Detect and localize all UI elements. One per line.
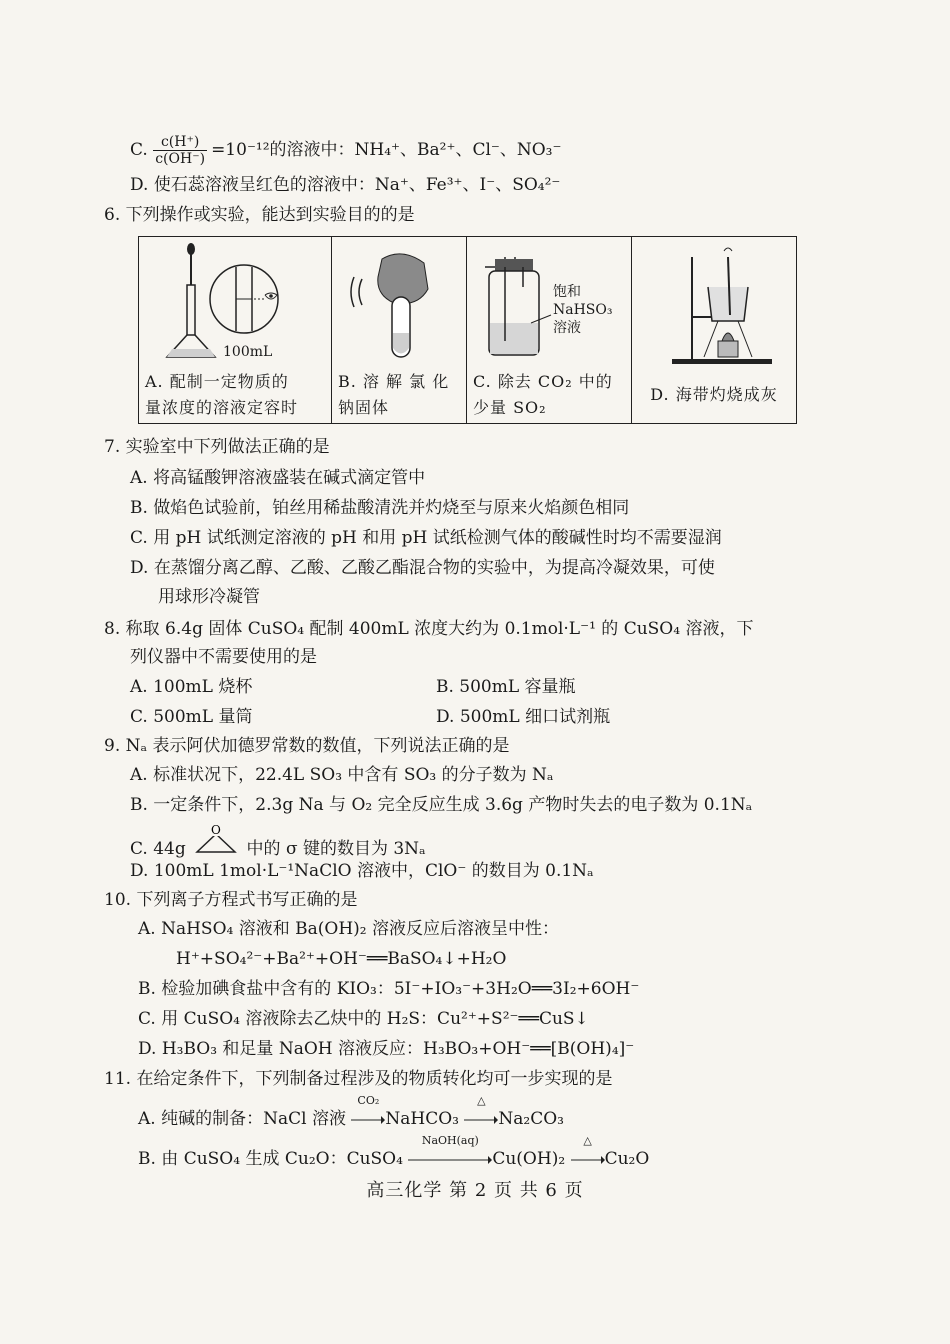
q11-b-end: Cu₂O (604, 1149, 650, 1169)
q6-option-c (467, 367, 631, 423)
q10-option-b: B. 检验加碘食盐中含有的 KIO₃：5I⁻+IO₃⁻+3H₂O══3I₂+6OH⁻ (138, 979, 640, 999)
q8-option-d: D. 500mL 细口试剂瓶 (436, 707, 611, 727)
q8-stem-line2: 列仪器中不需要使用的是 (130, 647, 317, 667)
q7-stem: 7. 实验室中下列做法正确的是 (104, 437, 330, 457)
bottle-label-line2: NaHSO₃ (553, 302, 613, 318)
q11-a-arrow1-condition: CO₂ (357, 1094, 380, 1107)
q9-option-b: B. 一定条件下，2.3g Na 与 O₂ 完全反应生成 3.6g 产物时失去的电子数为 0.1Nₐ (130, 795, 753, 815)
bottle-label-line1: 饱和 (553, 284, 581, 300)
q7-option-c: C. 用 pH 试纸测定溶液的 pH 和用 pH 试纸检测气体的酸碱性时均不需要湿润 (130, 528, 722, 548)
q10-option-c: C. 用 CuSO₄ 溶液除去乙炔中的 H₂S：Cu²⁺+S²⁻══CuS↓ (138, 1009, 589, 1029)
q6-experiment-table (138, 236, 797, 424)
q11-b-arrow1 (408, 1134, 492, 1170)
q9-c-suffix: 中的 σ 键的数目为 3Nₐ (246, 839, 426, 859)
q10-option-d: D. H₃BO₃ 和足量 NaOH 溶液反应：H₃BO₃+OH⁻══[B(OH)₄]⁻ (138, 1039, 635, 1059)
q6-option-a (139, 367, 331, 423)
q10-option-a-line1: A. NaHSO₄ 溶液和 Ba(OH)₂ 溶液反应后溶液呈中性： (138, 919, 559, 939)
q8-option-a: A. 100mL 烧杯 (130, 677, 253, 697)
volumetric-flask-figure (139, 237, 331, 367)
q11-b-mid: Cu(OH)₂ (492, 1149, 566, 1169)
reaction-arrow-icon (571, 1155, 605, 1165)
q6-option-d (632, 367, 796, 423)
ring-oxygen-label: O (211, 824, 221, 837)
q10-option-a-line2: H⁺+SO₄²⁻+Ba²⁺+OH⁻══BaSO₄↓+H₂O (176, 949, 507, 969)
bottle-label (553, 283, 613, 337)
q7-option-d-line1: D. 在蒸馏分离乙醇、乙酸、乙酸乙酯混合物的实验中，为提高冷凝效果，可使 (130, 558, 715, 578)
q11-b-arrow2-condition: △ (583, 1134, 592, 1147)
q6-option-c-line2: 少量 SO₂ (473, 398, 547, 417)
q9-option-a: A. 标准状况下，22.4L SO₃ 中含有 SO₃ 的分子数为 Nₐ (130, 765, 554, 785)
q7-option-a: A. 将高锰酸钾溶液盛装在碱式滴定管中 (130, 468, 426, 488)
epoxide-ring-icon (191, 824, 241, 858)
q5-c-prefix: C. (130, 140, 148, 160)
q11-a-arrow2 (464, 1094, 498, 1130)
q5-c-rest: =10⁻¹²的溶液中：NH₄⁺、Ba²⁺、Cl⁻、NO₃⁻ (211, 140, 562, 160)
q11-b-arrow1-condition: NaOH(aq) (421, 1134, 479, 1147)
q6-option-b-line2: 钠固体 (338, 398, 390, 417)
q5-c-fraction (153, 134, 207, 167)
q6-cell-d (632, 237, 797, 424)
reaction-arrow-icon (351, 1115, 385, 1125)
q11-stem: 11. 在给定条件下，下列制备过程涉及的物质转化均可一步实现的是 (104, 1069, 613, 1089)
q11-b-arrow2 (571, 1134, 605, 1170)
q8-option-c: C. 500mL 量筒 (130, 707, 253, 727)
bottle-label-line3: 溶液 (553, 320, 581, 336)
q5-option-d: D. 使石蕊溶液呈红色的溶液中：Na⁺、Fe³⁺、I⁻、SO₄²⁻ (130, 175, 561, 195)
q6-option-d-line1: D. 海带灼烧成灰 (650, 385, 778, 404)
q9-option-d: D. 100mL 1mol·L⁻¹NaClO 溶液中，ClO⁻ 的数目为 0.1Nₐ (130, 861, 594, 881)
q7-option-b: B. 做焰色试验前，铂丝用稀盐酸清洗并灼烧至与原来火焰颜色相同 (130, 498, 630, 518)
gas-washing-bottle-figure (467, 237, 631, 367)
q9-stem: 9. Nₐ 表示阿伏加德罗常数的数值，下列说法正确的是 (104, 736, 510, 756)
q5-c-numerator: c(H⁺) (153, 134, 207, 151)
q7-option-d-line2: 用球形冷凝管 (158, 587, 260, 607)
q6-option-c-line1: C. 除去 CO₂ 中的 (473, 372, 613, 391)
q6-option-a-line2: 量浓度的溶液定容时 (145, 398, 299, 417)
q10-stem: 10. 下列离子方程式书写正确的是 (104, 890, 358, 910)
q6-cell-a (139, 237, 332, 424)
page-footer: 高三化学 第 2 页 共 6 页 (366, 1180, 584, 1201)
q6-stem: 6. 下列操作或实验，能达到实验目的的是 (104, 205, 415, 225)
q11-a-prefix: A. 纯碱的制备：NaCl 溶液 (138, 1109, 346, 1129)
crucible-heating-figure (632, 237, 796, 367)
q11-a-arrow1 (351, 1094, 385, 1130)
q6-option-a-line1: A. 配制一定物质的 (145, 372, 289, 391)
q11-a-end: Na₂CO₃ (498, 1109, 564, 1129)
q8-option-b: B. 500mL 容量瓶 (436, 677, 576, 697)
q9-option-c (130, 824, 426, 860)
reaction-arrow-icon (464, 1115, 498, 1125)
q6-cell-b (332, 237, 467, 424)
q6-cell-c (467, 237, 632, 424)
q5-option-c (130, 134, 561, 167)
q11-b-prefix: B. 由 CuSO₄ 生成 Cu₂O：CuSO₄ (138, 1149, 403, 1169)
beaker-on-tripod-with-burner-icon (632, 237, 796, 367)
shaking-test-tube-figure (332, 237, 466, 367)
q8-stem-line1: 8. 称取 6.4g 固体 CuSO₄ 配制 400mL 浓度大约为 0.1mol·L⁻¹ 的 CuSO₄ 溶液，下 (104, 619, 754, 639)
q5-c-denominator: c(OH⁻) (155, 151, 206, 167)
q11-a-mid: NaHCO₃ (385, 1109, 459, 1129)
q6-option-b (332, 367, 466, 423)
hand-shaking-tube-icon (332, 237, 466, 367)
flask-volume-label: 100mL (223, 344, 273, 360)
q11-option-a (138, 1094, 564, 1130)
q9-c-prefix: C. 44g (130, 839, 186, 859)
q6-option-b-line1: B. 溶 解 氯 化 (338, 372, 450, 391)
q11-a-arrow2-condition: △ (477, 1094, 486, 1107)
q11-option-b (138, 1134, 650, 1170)
reaction-arrow-icon (408, 1155, 492, 1165)
